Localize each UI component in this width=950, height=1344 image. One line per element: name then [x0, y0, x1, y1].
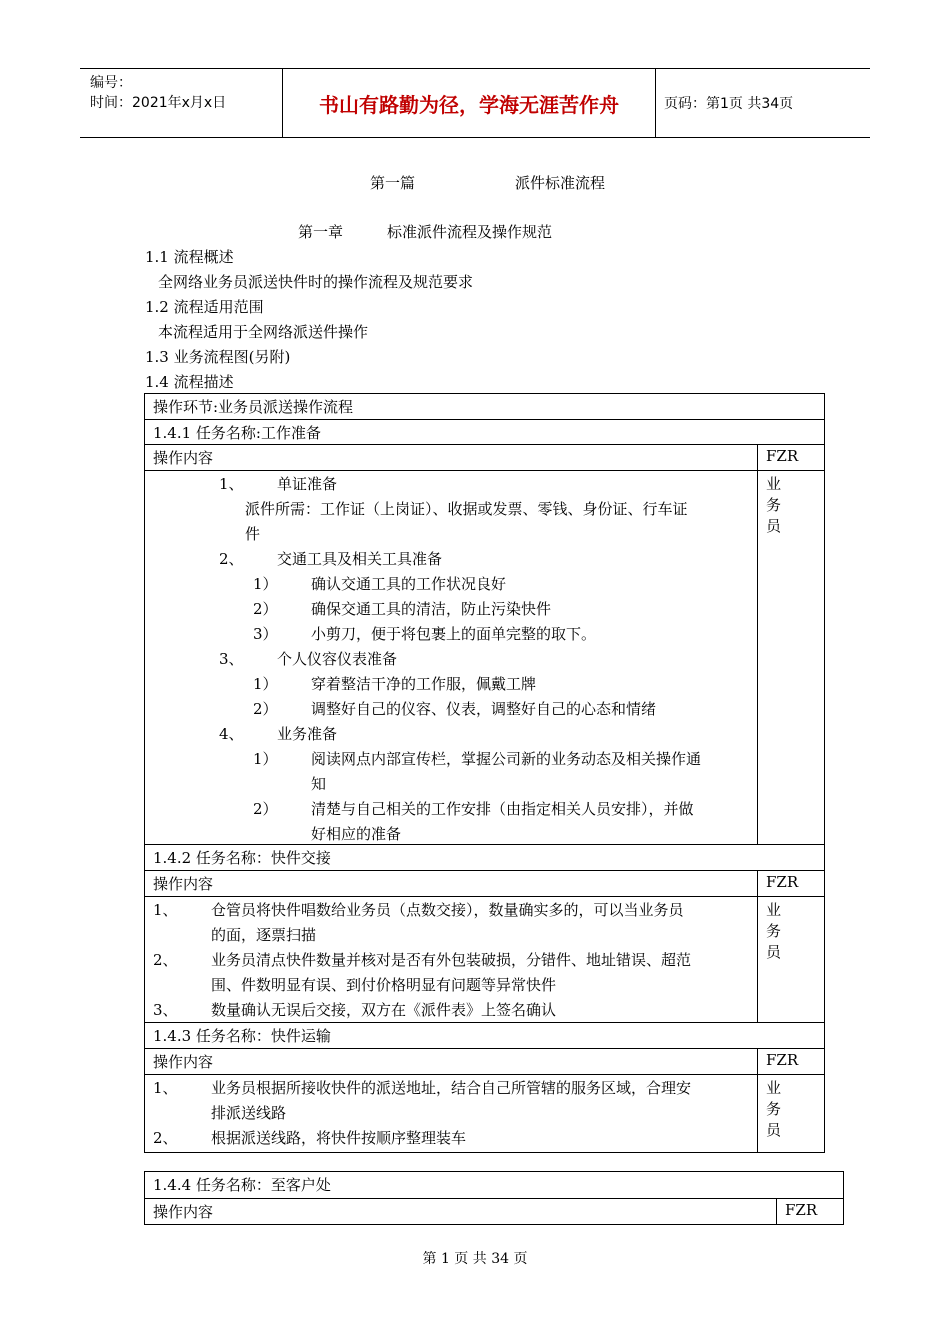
list-item: 阅读网点内部宣传栏，掌握公司新的业务动态及相关操作通: [311, 750, 702, 768]
section-1-1: 1.1 流程概述: [145, 248, 234, 266]
owner-cell: [757, 471, 782, 844]
owner-label: 业务员: [766, 901, 782, 961]
process-table: [144, 393, 825, 1153]
section-1-3: 1.3 业务流程图(另附): [145, 348, 291, 366]
list-num: 2、: [153, 951, 178, 969]
content-label: 操作内容: [153, 1203, 214, 1221]
section-1-4: 1.4 流程描述: [145, 373, 234, 391]
list-num: 2）: [253, 800, 278, 818]
owner-label: 业务员: [766, 1079, 782, 1139]
list-item: 业务准备: [277, 725, 338, 743]
content-label: 操作内容: [153, 1053, 214, 1071]
list-item: 围、件数明显有误、到付价格明显有问题等异常快件: [211, 976, 557, 994]
fzr-cell: [776, 1199, 818, 1224]
list-num: 1、: [153, 1079, 178, 1097]
part-label: 第一篇: [370, 174, 416, 192]
header-meta: [90, 73, 226, 113]
task2-row: [145, 845, 825, 871]
content-header-row: [145, 1199, 844, 1225]
list-num: 3）: [253, 625, 278, 643]
fzr-cell: [757, 871, 799, 896]
list-item: 确认交通工具的工作状况良好: [311, 575, 507, 593]
op-title-row: [145, 394, 825, 420]
process-table-2: [144, 1171, 844, 1225]
list-num: 1）: [253, 750, 278, 768]
task3-name: 1.4.3 任务名称：快件运输: [153, 1027, 331, 1045]
list-item: 小剪刀，便于将包裹上的面单完整的取下。: [311, 625, 597, 643]
op-title: 操作环节:业务员派送操作流程: [153, 398, 354, 416]
content-header-row: [145, 445, 825, 471]
fzr-label: FZR: [766, 1051, 799, 1069]
fzr-label: FZR: [766, 873, 799, 891]
list-num: 1）: [253, 575, 278, 593]
section-1-2: 1.2 流程适用范围: [145, 298, 264, 316]
task4-name: 1.4.4 任务名称：至客户处: [153, 1176, 331, 1194]
task3-content: [145, 1075, 825, 1153]
list-num: 2）: [253, 600, 278, 618]
section-1-1-text: 全网络业务员派送快件时的操作流程及规范要求: [158, 273, 474, 291]
content-label: 操作内容: [153, 875, 214, 893]
list-item: 知: [311, 775, 327, 793]
list-num: 4、: [219, 725, 244, 743]
section-1-2-text: 本流程适用于全网络派送件操作: [158, 323, 369, 341]
list-num: 2）: [253, 700, 278, 718]
page-number-label: 页码：第1页 共34页: [664, 96, 794, 112]
list-item: 数量确认无误后交接，双方在《派件表》上签名确认: [211, 1001, 557, 1019]
chapter-name: 标准派件流程及操作规范: [387, 223, 553, 241]
list-item: 业务员清点快件数量并核对是否有外包装破损，分错件、地址错误、超范: [211, 951, 692, 969]
owner-label: 业务员: [766, 475, 782, 535]
chapter-label: 第一章: [298, 223, 344, 241]
motto: 书山有路勤为径，学海无涯苦作舟: [282, 69, 656, 137]
list-item: 派件所需：工作证（上岗证）、收据或发票、零钱、身份证、行车证: [245, 500, 688, 518]
list-item: 确保交通工具的清洁，防止污染快件: [311, 600, 552, 618]
list-num: 1、: [153, 901, 178, 919]
fzr-cell: [757, 1049, 799, 1074]
list-item: 清楚与自己相关的工作安排（由指定相关人员安排），并做: [311, 800, 694, 818]
list-num: 2、: [219, 550, 244, 568]
list-item: 个人仪容仪表准备: [277, 650, 398, 668]
task4-row: [145, 1172, 844, 1199]
list-item: 交通工具及相关工具准备: [277, 550, 443, 568]
content-label: 操作内容: [153, 449, 214, 467]
task1-row: [145, 420, 825, 445]
list-item: 调整好自己的仪容、仪表，调整好自己的心态和情绪: [311, 700, 657, 718]
list-item: 根据派送线路，将快件按顺序整理装车: [211, 1129, 467, 1147]
list-num: 1、: [219, 475, 244, 493]
number-label: 编号：: [90, 75, 132, 91]
content-header-row: [145, 1049, 825, 1075]
list-num: 1）: [253, 675, 278, 693]
fzr-cell: [757, 445, 799, 470]
list-item: 好相应的准备: [311, 825, 402, 843]
fzr-label: FZR: [785, 1201, 818, 1219]
list-num: 3、: [219, 650, 244, 668]
content-header-row: [145, 871, 825, 897]
task1-name: 1.4.1 任务名称:工作准备: [153, 424, 321, 442]
time-label: 时间：2021年x月x日: [90, 95, 227, 111]
task2-content: [145, 897, 825, 1023]
list-num: 2、: [153, 1129, 178, 1147]
list-item: 件: [245, 525, 261, 543]
list-item: 业务员根据所接收快件的派送地址，结合自己所管辖的服务区域，合理安: [211, 1079, 692, 1097]
owner-cell: [757, 1075, 782, 1152]
owner-cell: [757, 897, 782, 1022]
part-name: 派件标准流程: [515, 174, 606, 192]
list-item: 单证准备: [277, 475, 338, 493]
list-item: 排派送线路: [211, 1104, 287, 1122]
task3-row: [145, 1023, 825, 1049]
list-item: 的面，逐票扫描: [211, 926, 317, 944]
list-item: 穿着整洁干净的工作服，佩戴工牌: [311, 675, 537, 693]
list-item: 仓管员将快件唱数给业务员（点数交接），数量确实多的，可以当业务员: [211, 901, 684, 919]
list-num: 3、: [153, 1001, 178, 1019]
page-header: [80, 68, 870, 138]
fzr-label: FZR: [766, 447, 799, 465]
page-footer: 第 1 页 共 34 页: [422, 1251, 528, 1267]
task1-content: [145, 471, 825, 845]
task2-name: 1.4.2 任务名称：快件交接: [153, 849, 331, 867]
